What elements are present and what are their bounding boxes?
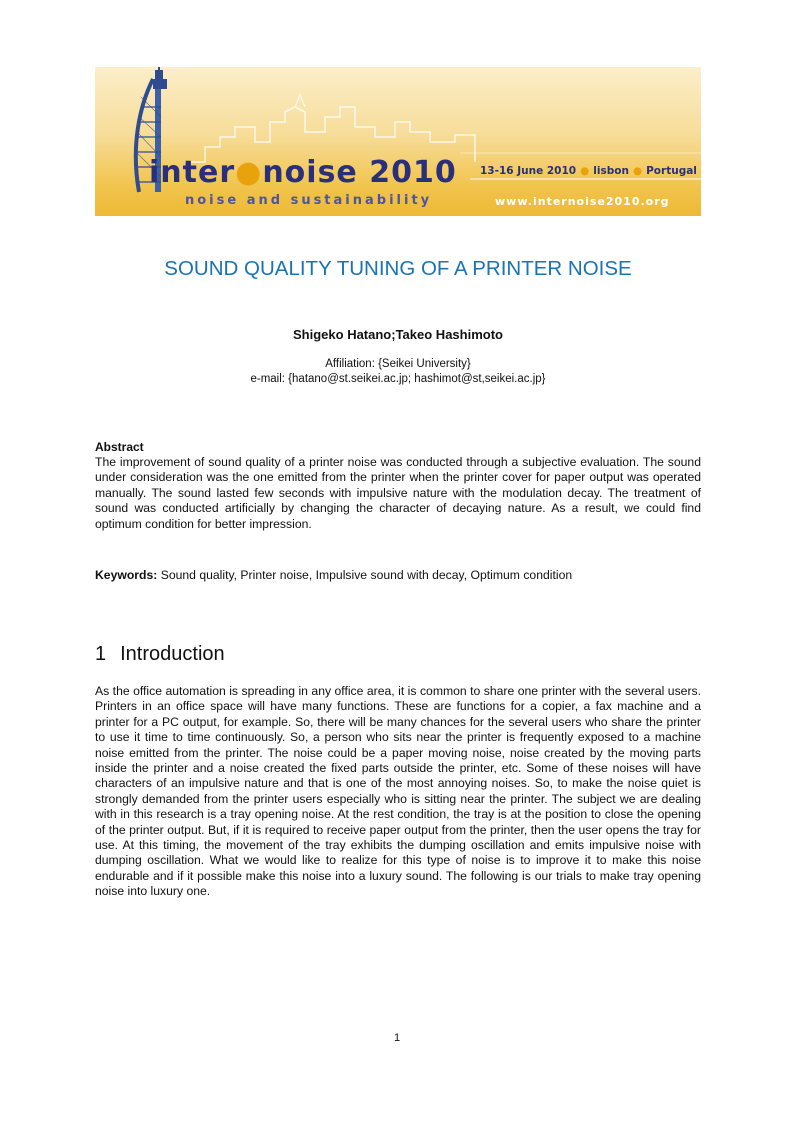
section-heading-introduction xyxy=(95,643,225,666)
keywords-label: Keywords: xyxy=(95,568,158,582)
author-affiliation: Affiliation: {Seikei University} xyxy=(325,358,471,370)
section-title: Introduction xyxy=(120,643,225,665)
introduction-body: As the office automation is spreading in any office area, it is common to share one printer with the several users. Printers in an office space will have many functions. These are functions for a copier, a fax machine and a printer for a PC output, for example. So, there will be many chances for the several users who share the printer to use it time to time continuously. So, a person who sits near the printer is frequently exposed to a machine noise emitted from the printer. The noise could be a paper moving noise, noise created by the moving parts inside the printer and a noise created the fixed parts outside the printer, etc. Some of these noises will have characters of an impulsive nature and that is one of the most annoying noises. So, to make the noise quiet is strongly demanded from the printer users especially who is sitting near the printer. The subject we are dealing with in this research is a tray opening noise. At the rest condition, the tray is at the position to close the opening of the printer output. But, if it is required to receive paper output from the printer, then the user opens the tray for use. At this timing, the movement of the tray exhibits the dumping oscillation and emits impulsive noise with dumping oscillation. What we would like to realize for this type of noise is to improve it to make this noise endurable and if it possible make this noise into a luxury sound. The following is our trials to make tray opening noise into luxury one. xyxy=(95,684,701,899)
event-dates: 13-16 June 2010 xyxy=(480,165,577,177)
brand-inter: inter xyxy=(149,155,236,190)
paper-authors: Shigeko Hatano;Takeo Hashimoto xyxy=(293,327,503,342)
section-number: 1 xyxy=(95,643,107,665)
event-country: Portugal xyxy=(646,165,697,177)
event-dates-location xyxy=(480,165,697,177)
abstract-body: The improvement of sound quality of a printer noise was conducted through a subjective evaluation. The sound under consideration was the one emitted from the printer when the printer cover for paper output was operated manually. The sound lasted few seconds with impulsive nature with the modulation decay. The treatment of sound was conducted artificially by changing the character of decaying nature. As a result, we could find optimum condition for better impression. xyxy=(95,455,701,531)
separator-dot: ● xyxy=(632,165,643,177)
abstract-heading: Abstract xyxy=(95,440,144,454)
author-email: e-mail: {hatano@st.seikei.ac.jp; hashimot@st,seikei.ac.jp} xyxy=(250,373,546,385)
brand-noise-year: noise 2010 xyxy=(262,155,457,190)
paper-title: SOUND QUALITY TUNING OF A PRINTER NOISE xyxy=(164,257,632,280)
conference-tagline: noise and sustainability xyxy=(185,193,433,208)
keywords-text: Sound quality, Printer noise, Impulsive sound with decay, Optimum condition xyxy=(157,568,573,582)
separator-dot: ● xyxy=(580,165,590,177)
page-number: 1 xyxy=(393,1032,401,1044)
conference-banner xyxy=(95,67,701,216)
conference-website: www.internoise2010.org xyxy=(495,195,670,208)
brand-dot: ● xyxy=(235,155,263,190)
conference-logo-text xyxy=(149,155,457,190)
keywords-line xyxy=(95,568,572,582)
event-city: lisbon xyxy=(593,165,629,177)
